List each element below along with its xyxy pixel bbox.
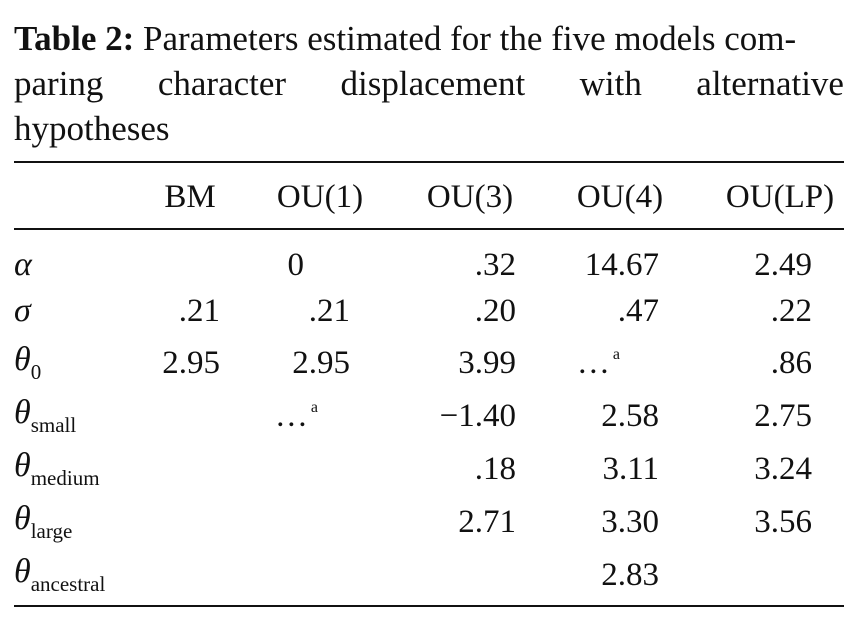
cell-sigma-ou4: .47 — [617, 293, 659, 329]
cell-thetaancestral-ou4: 2.83 — [601, 557, 659, 593]
column-header-bm: BM — [164, 179, 216, 215]
cell-thetamedium-ou3: .18 — [474, 451, 516, 487]
caption-text-1: Parameters estimated for the five models com- — [143, 19, 797, 58]
row-symbol: α — [14, 246, 32, 283]
ellipsis: … — [274, 398, 308, 434]
row-symbol: σ — [14, 292, 31, 329]
row-symbol: θ — [14, 394, 31, 431]
caption-line-1 — [14, 16, 844, 61]
footnote-mark: a — [612, 346, 620, 363]
caption-line-3 — [14, 106, 844, 151]
footnote-mark: a — [310, 399, 318, 416]
row-label-theta-large — [14, 499, 73, 543]
row-symbol: θ — [14, 500, 31, 537]
caption-word: displacement — [340, 64, 526, 103]
column-header-ou4: OU(4) — [576, 179, 664, 215]
caption-word: alternative — [696, 64, 844, 103]
cell-sigma-ou1: .21 — [308, 293, 350, 329]
cell-theta0-oulp: .86 — [770, 345, 812, 381]
cell-thetasmall-ou4: 2.58 — [601, 398, 659, 434]
row-subscript: ancestral — [30, 572, 106, 596]
cell-thetalarge-ou3: 2.71 — [458, 504, 516, 540]
column-header-ou3: OU(3) — [426, 179, 514, 215]
cell-sigma-bm: .21 — [178, 293, 220, 329]
cell-sigma-ou3: .20 — [474, 293, 516, 329]
table-top-rule — [14, 161, 844, 163]
cell-thetasmall-ou1 — [158, 396, 318, 436]
column-header-oulp: OU(LP) — [725, 179, 835, 215]
row-subscript: medium — [30, 466, 100, 490]
row-subscript: small — [30, 413, 77, 437]
row-subscript: large — [30, 519, 73, 543]
cell-thetalarge-ou4: 3.30 — [601, 504, 659, 540]
cell-theta0-ou3: 3.99 — [458, 345, 516, 381]
caption-word: character — [157, 64, 287, 103]
cell-theta0-bm: 2.95 — [162, 345, 220, 381]
row-label-theta-ancestral — [14, 552, 106, 596]
row-label-alpha — [14, 245, 32, 285]
row-label-theta-medium — [14, 446, 100, 490]
row-label-sigma — [14, 291, 31, 331]
caption-text-3: hypotheses — [14, 109, 170, 148]
table-header-rule — [14, 228, 844, 230]
cell-alpha-oulp: 2.49 — [754, 247, 812, 283]
cell-thetasmall-oulp: 2.75 — [754, 398, 812, 434]
cell-theta0-ou4 — [460, 343, 620, 383]
cell-theta0-ou1: 2.95 — [292, 345, 350, 381]
cell-thetamedium-ou4: 3.11 — [602, 451, 659, 487]
cell-thetalarge-oulp: 3.56 — [754, 504, 812, 540]
row-label-theta-0 — [14, 340, 42, 384]
cell-alpha-ou3: .32 — [474, 247, 516, 283]
row-label-theta-small — [14, 393, 77, 437]
table-caption — [14, 16, 844, 151]
row-symbol: θ — [14, 553, 31, 590]
cell-thetamedium-oulp: 3.24 — [754, 451, 812, 487]
column-header-ou1: OU(1) — [276, 179, 364, 215]
caption-word: with — [579, 64, 642, 103]
row-subscript: 0 — [30, 360, 42, 384]
table-bottom-rule — [14, 605, 844, 607]
caption-word: paring — [14, 64, 104, 103]
ellipsis: … — [576, 345, 610, 381]
row-symbol: θ — [14, 341, 31, 378]
row-symbol: θ — [14, 447, 31, 484]
cell-alpha-ou1: 0 — [287, 247, 304, 283]
caption-line-2 — [14, 61, 844, 106]
caption-label: Table 2: — [14, 19, 135, 58]
cell-alpha-ou4: 14.67 — [584, 247, 659, 283]
cell-thetasmall-ou3: −1.40 — [439, 398, 516, 434]
cell-sigma-oulp: .22 — [770, 293, 812, 329]
